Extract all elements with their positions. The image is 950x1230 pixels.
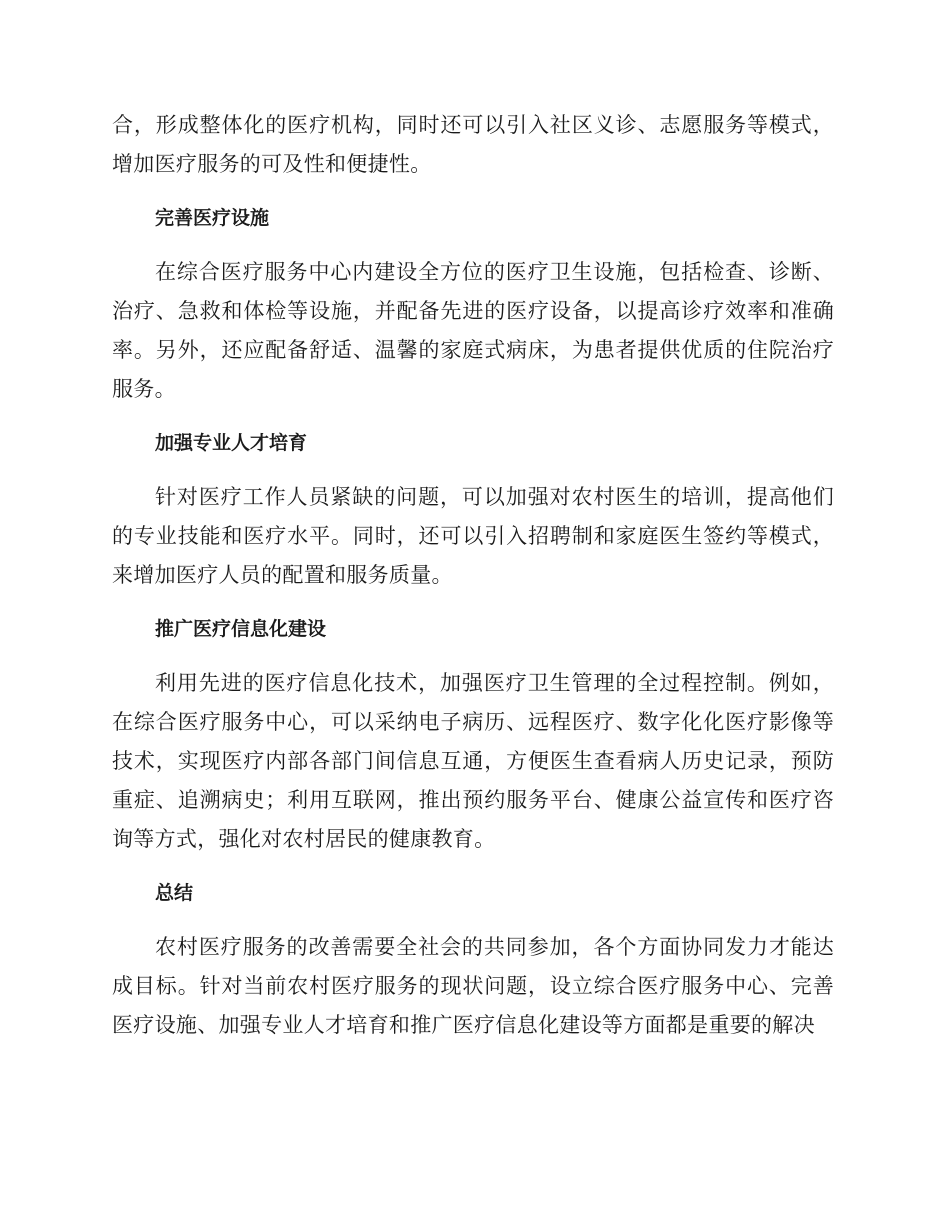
- paragraph-continued: 合，形成整体化的医疗机构，同时还可以引入社区义诊、志愿服务等模式，增加医疗服务的可及性和便捷性。: [112, 113, 834, 176]
- section-heading-informatization: 推广医疗信息化建设: [155, 618, 327, 640]
- paragraph-informatization: 利用先进的医疗信息化技术，加强医疗卫生管理的全过程控制。例如，在综合医疗服务中心，可以采纳电子病历、远程医疗、数字化化医疗影像等技术，实现医疗内部各部门间信息互通，方便医生查看病人历史记录，预防重症、追溯病史；利用互联网，推出预约服务平台、健康公益宣传和医疗咨询等方式，强化对农村居民的健康教育。: [112, 671, 834, 851]
- section-heading-summary: 总结: [155, 882, 194, 904]
- section-heading-facilities: 完善医疗设施: [155, 207, 270, 229]
- document-body: [112, 106, 834, 1045]
- paragraph-facilities: 在综合医疗服务中心内建设全方位的医疗卫生设施，包括检查、诊断、治疗、急救和体检等设施，并配备先进的医疗设备，以提高诊疗效率和准确率。另外，还应配备舒适、温馨的家庭式病床，为患者提供优质的住院治疗服务。: [112, 260, 834, 401]
- paragraph-summary: 农村医疗服务的改善需要全社会的共同参加，各个方面协同发力才能达成目标。针对当前农村医疗服务的现状问题，设立综合医疗服务中心、完善医疗设施、加强专业人才培育和推广医疗信息化建设等方面都是重要的解决: [112, 935, 834, 1037]
- paragraph-talent: 针对医疗工作人员紧缺的问题，可以加强对农村医生的培训，提高他们的专业技能和医疗水平。同时，还可以引入招聘制和家庭医生签约等模式，来增加医疗人员的配置和服务质量。: [112, 485, 834, 587]
- section-heading-talent: 加强专业人才培育: [155, 432, 308, 454]
